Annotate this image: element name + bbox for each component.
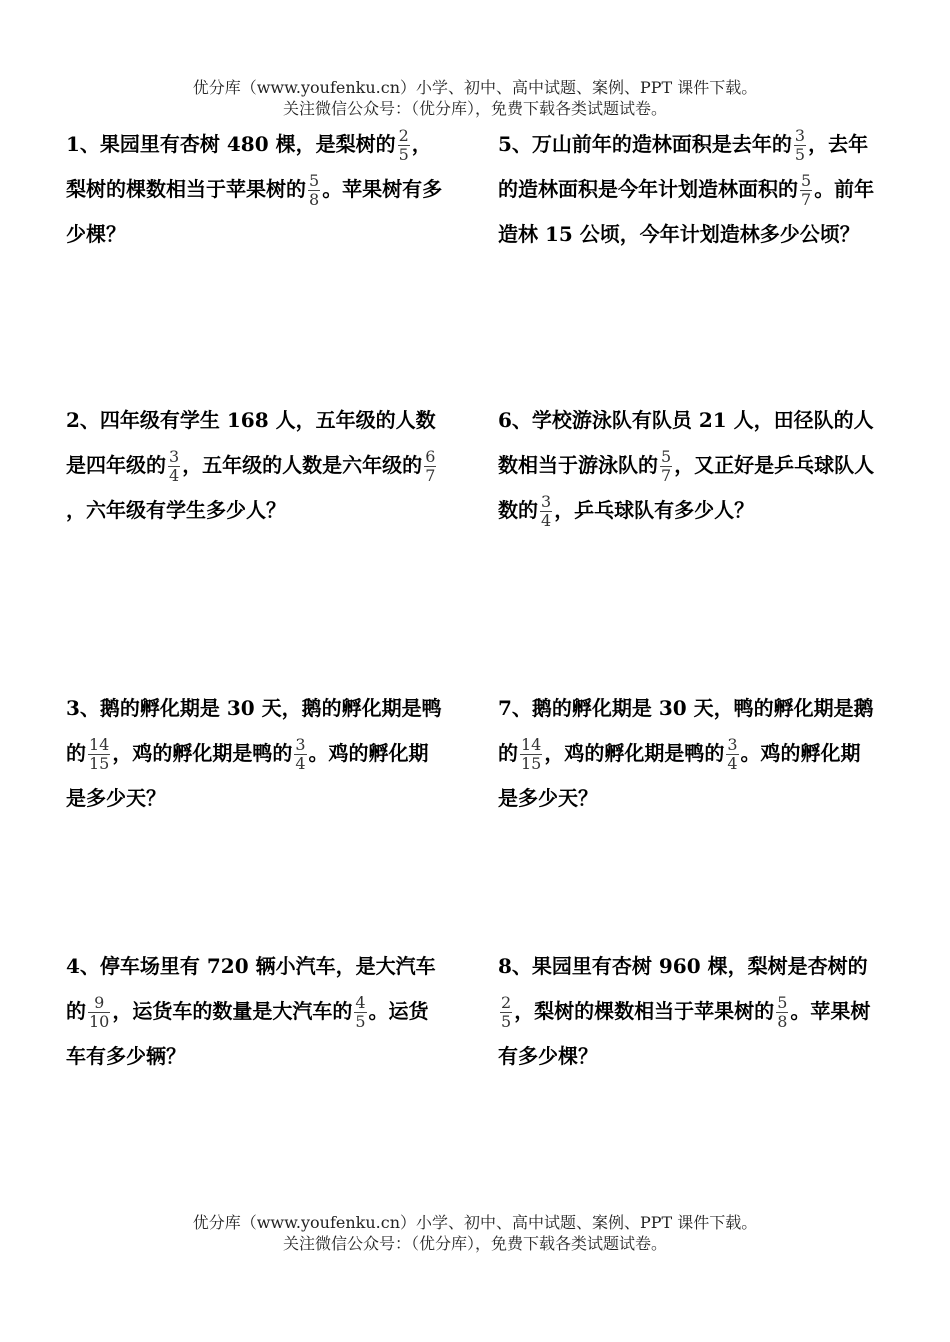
- fraction: [726, 736, 738, 773]
- problem-text: ，梨树的棵数相当于苹果树的: [514, 999, 775, 1023]
- problem-text: 。苹果树有多少棵？: [66, 177, 443, 246]
- problem-text: 。前年造林 15 公顷，今年计划造林多少公顷？: [498, 177, 875, 246]
- problem-text: ，鸡的孵化期是鸭的: [112, 741, 293, 765]
- numerator: 3: [169, 447, 180, 466]
- problem-3: [66, 686, 446, 821]
- denominator: 5: [355, 1012, 366, 1031]
- denominator: 5: [501, 1012, 512, 1031]
- fraction: [354, 994, 366, 1031]
- problem-text: 果园里有杏树 480 棵，是梨树的: [99, 132, 396, 156]
- problem-text: 学校游泳队有队员 21 人，田径队的人数相当于游泳队的: [498, 408, 874, 477]
- problem-text: ，六年级有学生多少人？: [66, 498, 286, 522]
- numerator: 5: [661, 447, 672, 466]
- denominator: 5: [794, 145, 806, 164]
- numerator: 14: [521, 735, 542, 754]
- problem-number: 3、: [66, 696, 100, 720]
- denominator: 4: [541, 511, 552, 530]
- denominator: 7: [661, 466, 672, 485]
- problem-text: 果园里有杏树 960 棵，梨树是杏树的: [531, 954, 868, 978]
- numerator: 5: [801, 171, 812, 190]
- denominator: 7: [801, 190, 812, 209]
- fraction: [294, 736, 306, 773]
- denominator: 8: [777, 1012, 788, 1031]
- problem-text: ，乒乓球队有多少人？: [554, 498, 755, 522]
- problem-number: 2、: [66, 408, 100, 432]
- fraction: [776, 994, 788, 1031]
- denominator: 15: [521, 754, 542, 773]
- footer-line-2: 关注微信公众号：（优分库），免费下载各类试题试卷。: [282, 1234, 667, 1253]
- numerator: 14: [89, 735, 110, 754]
- problem-text: ，梨树的棵数相当于苹果树的: [66, 132, 432, 201]
- problem-text: ，去年的造林面积是今年计划造林面积的: [498, 132, 869, 201]
- problem-number: 7、: [498, 696, 532, 720]
- problem-text: 四年级有学生 168 人，五年级的人数是四年级的: [66, 408, 436, 477]
- problem-text: ，运货车的数量是大汽车的: [112, 999, 353, 1023]
- denominator: 8: [309, 190, 320, 209]
- problem-4: [66, 944, 446, 1079]
- numerator: 4: [355, 993, 366, 1012]
- problem-text: 。鸡的孵化期是多少天？: [498, 741, 861, 810]
- problem-number: 1、: [66, 132, 100, 156]
- numerator: 3: [295, 735, 306, 754]
- fraction: [308, 172, 320, 209]
- problem-text: ，五年级的人数是六年级的: [182, 453, 423, 477]
- numerator: 5: [777, 993, 788, 1012]
- problem-number: 4、: [66, 954, 100, 978]
- numerator: 3: [541, 492, 552, 511]
- numerator: 2: [501, 993, 512, 1012]
- problem-text: 。苹果树有多少棵？: [498, 999, 871, 1068]
- page-footer: [0, 1212, 950, 1254]
- fraction: [500, 994, 512, 1031]
- numerator: 9: [94, 993, 105, 1012]
- denominator: 10: [89, 1012, 110, 1031]
- problem-1: [66, 122, 446, 257]
- denominator: 4: [295, 754, 306, 773]
- denominator: 7: [425, 466, 436, 485]
- problem-text: 。运货车有多少辆？: [66, 999, 429, 1068]
- problem-5: [498, 122, 878, 257]
- denominator: 4: [727, 754, 738, 773]
- problem-text: 万山前年的造林面积是去年的: [531, 132, 792, 156]
- numerator: 5: [309, 171, 320, 190]
- footer-line-1: 优分库（www.youfenku.cn）小学、初中、高中试题、案例、PPT 课件下载。: [192, 1213, 758, 1232]
- fraction: [168, 448, 180, 485]
- denominator: 4: [169, 466, 180, 485]
- fraction: [794, 127, 806, 164]
- fraction: [88, 994, 110, 1031]
- fraction: [540, 493, 552, 530]
- fraction: [660, 448, 672, 485]
- problem-text: 鹅的孵化期是 30 天，鹅的孵化期是鸭的: [66, 696, 442, 765]
- fraction: [424, 448, 436, 485]
- problem-7: [498, 686, 878, 821]
- numerator: 2: [398, 126, 409, 145]
- numerator: 6: [425, 447, 436, 466]
- numerator: 3: [794, 126, 806, 145]
- problem-text: 。鸡的孵化期是多少天？: [66, 741, 429, 810]
- problem-number: 6、: [498, 408, 532, 432]
- problem-text: ，又正好是乒乓球队人数的: [498, 453, 875, 522]
- fraction: [800, 172, 812, 209]
- problem-number: 5、: [498, 132, 532, 156]
- fraction: [88, 736, 110, 773]
- problem-number: 8、: [498, 954, 532, 978]
- header-line-1: 优分库（www.youfenku.cn）小学、初中、高中试题、案例、PPT 课件下载。: [192, 78, 758, 97]
- header-line-2: 关注微信公众号：（优分库），免费下载各类试题试卷。: [282, 99, 667, 118]
- fraction: [520, 736, 542, 773]
- denominator: 15: [89, 754, 110, 773]
- page-header: [0, 77, 950, 119]
- problem-text: 鹅的孵化期是 30 天，鸭的孵化期是鹅的: [498, 696, 874, 765]
- problem-2: [66, 398, 446, 533]
- problem-text: 停车场里有 720 辆小汽车，是大汽车的: [66, 954, 436, 1023]
- problem-text: ，鸡的孵化期是鸭的: [544, 741, 725, 765]
- problem-8: [498, 944, 878, 1079]
- denominator: 5: [398, 145, 409, 164]
- numerator: 3: [727, 735, 738, 754]
- problem-6: [498, 398, 878, 533]
- fraction: [398, 127, 410, 164]
